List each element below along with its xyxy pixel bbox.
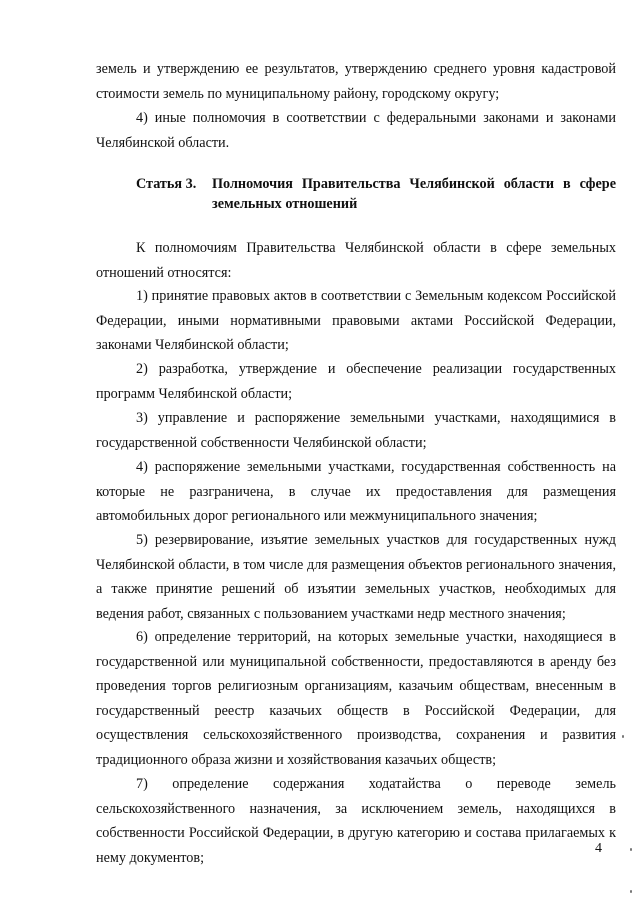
article-title: Полномочия Правительства Челябинской области в сфере земельных отношений [212,176,616,212]
scan-speck [630,848,632,851]
list-item: 6) определение территорий, на которых земельные участки, находящиеся в государственной или муниципальной собственности, предоставляются в аренду без проведения торгов религиозным организациям, казачьим обществам, внесенным в государственный реестр казачьих обществ в Российской Федерации, для осуществления сельскохозяйственного производства, сохранения и развития традиционного образа жизни и хозяйствования казачьих обществ; [96,629,616,768]
article-number: Статья 3. [136,176,197,192]
page-number: 4 [595,841,602,856]
scan-speck [630,890,632,893]
list-item: 4) распоряжение земельными участками, государственная собственность на которые не разграничена, в случае их предоставления для размещения автомобильных дорог регионального или межмуниципального значения; [96,459,616,524]
scan-speck [622,735,624,738]
list-item: 7) определение содержания ходатайства о переводе земель сельскохозяйственного назначения, за исключением земель, находящихся в собственности Российской Федерации, в другую категорию и состава прилагаемых к нему документов; [96,776,616,866]
previous-article-item-4: 4) иные полномочия в соответствии с федеральными законами и законами Челябинской области. [96,110,616,151]
list-item: 1) принятие правовых актов в соответствии с Земельным кодексом Российской Федерации, иными нормативными правовыми актами Российской Федерации, законами Челябинской области; [96,288,616,353]
list-item: 5) резервирование, изъятие земельных участков для государственных нужд Челябинской области, в том числе для размещения объектов регионального значения, а также принятие решений об изъятии земельных участков, необходимых для ведения работ, связанных с пользованием участками недр местного значения; [96,532,616,622]
continuation-paragraph: земель и утверждению ее результатов, утверждению среднего уровня кадастровой стоимости земель по муниципальному району, городскому округу; [96,61,616,102]
list-item: 2) разработка, утверждение и обеспечение реализации государственных программ Челябинской области; [96,361,616,402]
article-intro: К полномочиям Правительства Челябинской области в сфере земельных отношений относятся: [96,240,616,281]
list-item: 3) управление и распоряжение земельными участками, находящимися в государственной собственности Челябинской области; [96,410,616,451]
